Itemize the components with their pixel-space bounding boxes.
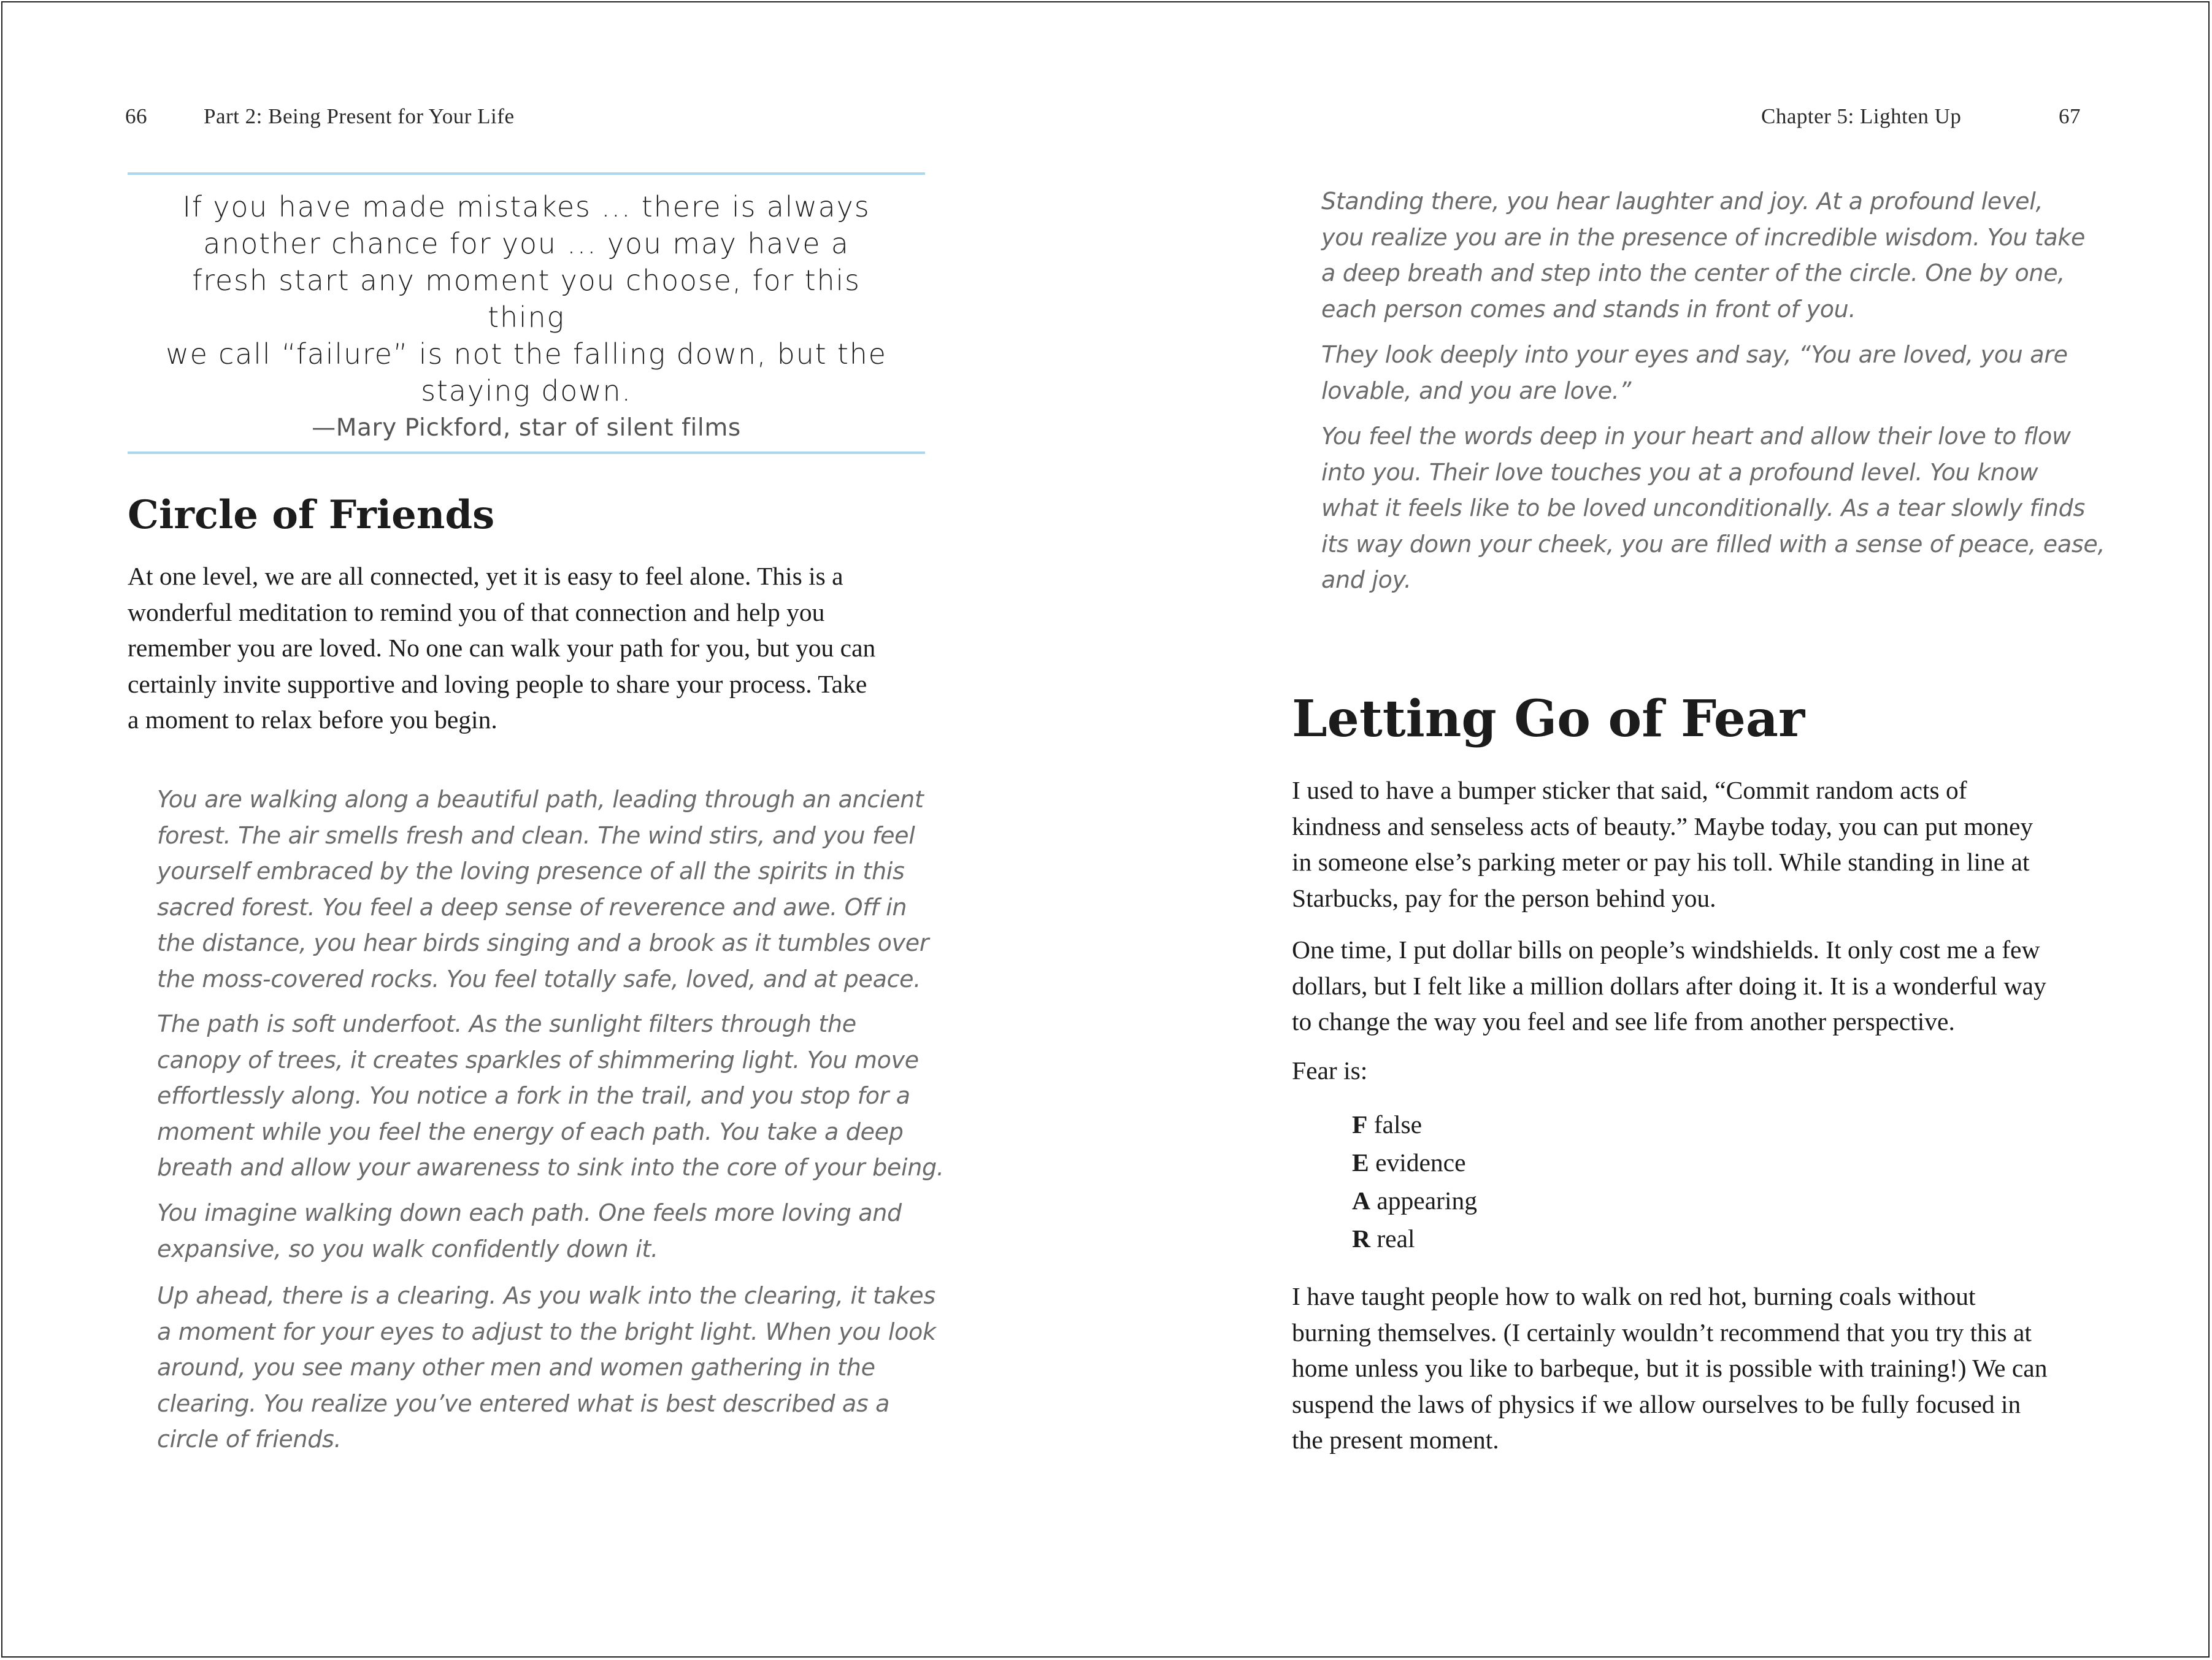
quote-text: If you have made mistakes ... there is always another chance for you ... you may have a fresh start any moment you choose, for this thing we call “failure” is not the falling down, but the staying down. [166,190,887,407]
running-head-left: Part 2: Being Present for Your Life [204,104,515,128]
intro-paragraph: At one level, we are all connected, yet it is easy to feel alone. This is a wonderful meditation to remind you of that connection and help you remember you are loved. No one can walk your path for you, but you can certainly invite supportive and loving people to share your process. Take a moment to relax before you begin. [128,562,876,734]
acronym-word: evidence [1375,1148,1466,1177]
meditation-paragraph-4: Up ahead, there is a clearing. As you walk into the clearing, it takes a moment for your eyes to adjust to the bright light. When you look around, you see many other men and women gathering in the clearing. You realize you’ve entered what is best described as a circle of friends. [157,1282,936,1453]
section-title-circle-of-friends: Circle of Friends [128,492,495,538]
acronym-letter: F [1352,1110,1368,1139]
meditation-paragraph-5: Standing there, you hear laughter and joy. At a profound level, you realize you are in the presence of incredible wisdom. You take a deep breath and step into the center of the circle. One by one, each person comes and stands in front of you. [1321,188,2086,323]
book-spread [1,1,2210,1658]
left-page [2,2,1107,1656]
list-item [1352,1105,1477,1143]
meditation-paragraph-6: They look deeply into your eyes and say, “You are loved, you are lovable, and you are love.” [1321,341,2068,404]
fear-acronym-list [1352,1105,1477,1258]
meditation-paragraph-1: You are walking along a beautiful path, leading through an ancient forest. The air smells fresh and clean. The wind stirs, and you feel yourself embraced by the loving presence of all the spirits in this sacred forest. You feel a deep sense of reverence and awe. Off in the distance, you hear birds singing and a brook as it tumbles over the moss-covered rocks. You feel totally safe, loved, and at peace. [157,786,929,993]
acronym-letter: E [1352,1148,1369,1177]
meditation-paragraph-2: The path is soft underfoot. As the sunlight filters through the canopy of trees, it creates sparkles of shimmering light. You move effortlessly along. You notice a fork in the trail, and you stop for a moment while you feel the energy of each path. You take a deep breath and allow your awareness to sink into the core of your being. [157,1010,944,1181]
meditation-paragraph-3: You imagine walking down each path. One feels more loving and expansive, so you walk confidently down it. [157,1199,902,1262]
page-number-left: 66 [125,104,147,128]
fear-is-label: Fear is: [1292,1056,1368,1085]
list-item [1352,1182,1477,1220]
acronym-word: real [1377,1224,1415,1253]
acronym-letter: R [1352,1224,1370,1253]
acronym-word: appearing [1377,1186,1477,1215]
pull-quote [128,172,925,454]
section-title-letting-go-of-fear: Letting Go of Fear [1292,690,1805,748]
fear-paragraph-2: One time, I put dollar bills on people’s windshields. It only cost me a few dollars, but I felt like a million dollars after doing it. It is a wonderful way to change the way you feel and see life from another perspective. [1292,936,2046,1036]
list-item [1352,1220,1477,1258]
running-head-right: Chapter 5: Lighten Up [1761,104,1962,128]
quote-attribution: —Mary Pickford, star of silent films [312,414,741,442]
fear-paragraph-closing: I have taught people how to walk on red hot, burning coals without burning themselves. (I certainly wouldn’t recommend that you try this at home unless you like to barbeque, but it is possible with training!) We can suspend the laws of physics if we allow ourselves to be fully focused in the present moment. [1292,1282,2048,1454]
acronym-letter: A [1352,1186,1370,1215]
meditation-paragraph-7: You feel the words deep in your heart and allow their love to flow into you. Their love touches you at a profound level. You know what it feels like to be loved unconditionally. As a tear slowly finds its way down your cheek, you are filled with a sense of peace, ease, and joy. [1321,423,2105,593]
acronym-word: false [1373,1110,1423,1139]
page-number-right: 67 [2059,104,2081,128]
fear-paragraph-1: I used to have a bumper sticker that said, “Commit random acts of kindness and senseless acts of beauty.” Maybe today, you can put money in someone else’s parking meter or pay his toll. While standing in line at Starbucks, pay for the person behind you. [1292,776,2033,912]
list-item [1352,1143,1477,1182]
